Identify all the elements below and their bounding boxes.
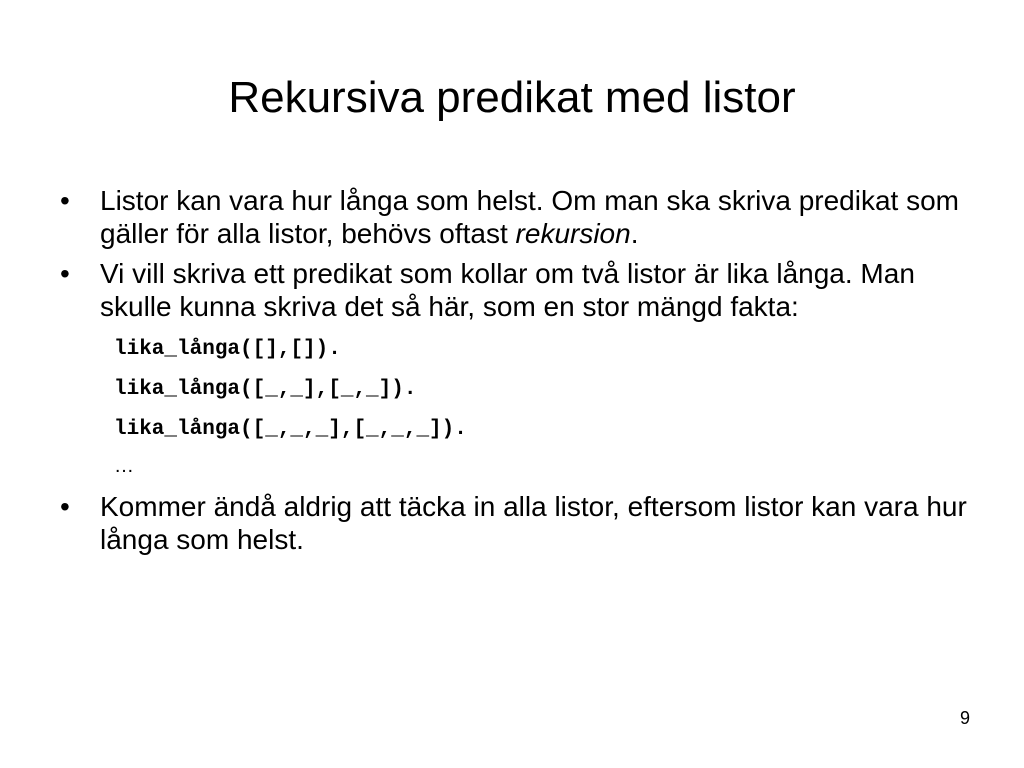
slide-content <box>60 184 970 563</box>
bullet-emphasis: rekursion <box>515 218 631 249</box>
code-ellipsis: … <box>114 455 134 477</box>
bullet-icon: • <box>60 491 70 522</box>
code-line: lika_långa([],[]). <box>114 338 341 361</box>
bullet-text: Kommer ändå aldrig att täcka in alla listor, eftersom listor kan vara hur långa som helst. <box>100 491 967 555</box>
bullet-item-1 <box>60 184 970 250</box>
bullet-item-3 <box>60 490 970 556</box>
bullet-icon: • <box>60 185 70 216</box>
code-line: lika_långa([_,_,_],[_,_,_]). <box>114 418 467 441</box>
slide-title: Rekursiva predikat med listor <box>228 73 796 122</box>
bullet-text: Listor kan vara hur långa som helst. Om man ska skriva predikat som gäller för alla listor, behövs oftast <box>100 185 960 249</box>
code-line: lika_långa([_,_],[_,_]). <box>114 378 417 401</box>
bullet-item-2 <box>60 257 970 323</box>
bullet-suffix: . <box>630 218 639 249</box>
page-number: 9 <box>959 708 970 728</box>
code-block <box>60 330 970 482</box>
bullet-text: Vi vill skriva ett predikat som kollar om två listor är lika långa. Man skulle kunna skriva det så här, som en stor mängd fakta: <box>100 258 915 322</box>
bullet-icon: • <box>60 258 70 289</box>
